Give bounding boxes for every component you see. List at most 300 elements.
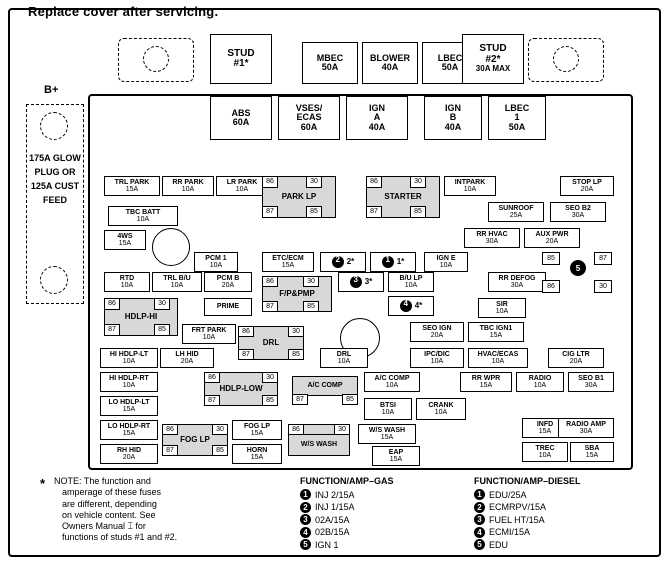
right-mount-hole-icon: [553, 46, 579, 72]
pcmb-label: PCM B: [216, 274, 240, 282]
starred-fuse-2[interactable]: [320, 252, 366, 272]
left-mount-hole-icon: [143, 46, 169, 72]
fp-pin-85: [303, 301, 319, 312]
stud-1-line1: STUD: [227, 47, 255, 59]
ws-wash-relay[interactable]: [288, 434, 350, 456]
frtpark-label: FRT PARK: [191, 326, 227, 334]
ign-b-fuse[interactable]: [424, 96, 482, 140]
stop-lp-fuse[interactable]: [560, 176, 614, 196]
fog-lp-fuse[interactable]: [232, 420, 282, 440]
4ws-label: 4WS: [117, 232, 133, 240]
ac-comp-fuse[interactable]: [364, 372, 420, 392]
hdlplow-pin30-text: 30: [266, 373, 274, 381]
btsi-fuse[interactable]: [364, 398, 412, 420]
foglpfuse-label: FOG LP: [243, 422, 271, 430]
lohdlprt-amp: 15A: [122, 430, 136, 437]
hdlp-hi-label: HDLP-HI: [124, 311, 158, 321]
pin-85-text: 85: [310, 208, 318, 216]
hdlphi-pin-87: [104, 324, 120, 336]
ignb-line2: B: [449, 112, 457, 123]
ign-a-fuse[interactable]: [346, 96, 408, 140]
lohdlplt-amp: 15A: [122, 406, 136, 413]
starred-4-dot: 4: [400, 300, 412, 312]
starred-fuse-4[interactable]: [388, 296, 434, 316]
intpark-label: INTPARK: [454, 178, 486, 186]
starter-pin-85: [410, 206, 426, 218]
fog-lp-relay-label: FOG LP: [180, 434, 210, 444]
starter-pin-86: [366, 176, 382, 188]
fp-pin-86: [262, 276, 278, 287]
hvac-ecas-fuse[interactable]: [468, 348, 528, 368]
right-pin86-text: 86: [547, 282, 555, 290]
park-lp-pin-85: [306, 206, 322, 218]
fp-pin86-text: 86: [266, 277, 274, 285]
seoign-label: SEO IGN: [422, 324, 452, 332]
legend-gas-title: FUNCTION/AMP–GAS: [300, 476, 394, 486]
legend-gas: [300, 476, 450, 552]
right-pin87-text: 87: [599, 254, 607, 262]
starred-3-dot: 3: [350, 276, 362, 288]
ignb-amp: 40A: [444, 121, 462, 132]
b-plus-label: B+: [44, 84, 59, 96]
hi-hdlp-rt-fuse[interactable]: [100, 372, 158, 392]
rrdefog-amp: 30A: [510, 282, 524, 289]
bulp-label: B/U LP: [399, 274, 423, 282]
feed-line-7: FEED: [42, 194, 67, 205]
hihdlprt-label: HI HDLP-RT: [109, 374, 149, 382]
stud-2-block[interactable]: [462, 34, 524, 84]
note-line-6: functions of studs #1 and #2.: [62, 532, 178, 543]
note-line-1: NOTE: The function and: [54, 476, 151, 486]
right-pin30-text: 30: [599, 282, 607, 290]
mbec-label: MBEC: [316, 52, 344, 63]
fp-pin85-text: 85: [307, 302, 315, 310]
lbec50-amp: 50A: [441, 62, 459, 72]
starred-fuse-1[interactable]: [370, 252, 416, 272]
hdlphi-pin86-text: 86: [108, 300, 116, 308]
4ws-fuse[interactable]: [104, 230, 146, 250]
lr-park-fuse[interactable]: [216, 176, 268, 196]
legend-gas-dot-5: 5: [300, 539, 311, 550]
park-lp-label: PARK LP: [281, 191, 317, 201]
radioamp-label: RADIO AMP: [566, 420, 606, 428]
trl-park-fuse[interactable]: [104, 176, 160, 196]
drl-relay-label: DRL: [262, 337, 280, 347]
sunroof-fuse[interactable]: [488, 202, 544, 222]
sba-amp: 15A: [585, 452, 599, 459]
legend-gas-row-5: [300, 539, 450, 550]
hdlp-low-label: HDLP-LOW: [219, 383, 263, 393]
ac-comp-relay-label: A/C COMP: [307, 382, 343, 390]
legend-diesel-text-2: ECMRPV/15A: [489, 502, 547, 512]
hdlphi-pin-86: [104, 298, 120, 310]
trl-park-amp: 15A: [125, 186, 139, 193]
legend-gas-text-5: IGN 1: [315, 539, 339, 550]
lohdlplt-label: LO HDLP-LT: [108, 398, 150, 406]
right-pin-86: [542, 280, 560, 293]
frtpark-amp: 10A: [202, 334, 216, 341]
stop-lp-label: STOP LP: [572, 178, 602, 186]
vses-amp: 60A: [300, 121, 318, 132]
foglp-pin-86: [162, 424, 178, 435]
rtd-fuse[interactable]: [104, 272, 150, 292]
igna-amp: 40A: [368, 121, 386, 132]
page-title: Replace cover after servicing.: [28, 4, 219, 19]
accomp-pin85-text: 85: [346, 395, 354, 403]
pcm-b-fuse[interactable]: [204, 272, 252, 292]
cig-ltr-fuse[interactable]: [548, 348, 604, 368]
crank-fuse[interactable]: [416, 398, 466, 420]
sba-fuse[interactable]: [570, 442, 614, 462]
stop-lp-amp: 20A: [580, 186, 594, 193]
abs-label: ABS: [231, 107, 251, 118]
starter-label: STARTER: [384, 191, 422, 201]
seo-b1-fuse[interactable]: [568, 372, 614, 392]
hdlphi-pin-85: [154, 324, 170, 336]
accomp-pin-85: [342, 394, 358, 405]
pcm-1-fuse[interactable]: [194, 252, 238, 272]
rr-park-fuse[interactable]: [162, 176, 214, 196]
rrwpr-label: RR WPR: [471, 374, 501, 382]
legend-gas-dot-1: 1: [300, 489, 311, 500]
btsi-label: BTSI: [380, 401, 396, 409]
right-pin-30: [594, 280, 612, 293]
trlbu-label: TRL B/U: [163, 274, 191, 282]
hihdlplt-label: HI HDLP-LT: [109, 350, 149, 358]
note-asterisk: *: [40, 476, 46, 491]
etcecm-label: ETC/ECM: [272, 254, 304, 262]
rr-park-label: RR PARK: [172, 178, 204, 186]
seo-b2-fuse[interactable]: [550, 202, 606, 222]
rhhid-amp: 20A: [122, 454, 136, 461]
park-lp-pin-30: [306, 176, 322, 188]
radio-amp-fuse[interactable]: [558, 418, 614, 438]
rr-defog-fuse[interactable]: [488, 272, 546, 292]
trl-park-label: TRL PARK: [114, 178, 150, 186]
rr-wpr-fuse[interactable]: [460, 372, 512, 392]
sir-label: SIR: [496, 300, 508, 308]
hvacecas-label: HVAC/ECAS: [477, 350, 519, 358]
lo-hdlp-lt-fuse[interactable]: [100, 396, 158, 416]
starred-3-label: 3*: [364, 276, 373, 286]
hihdlplt-amp: 10A: [122, 358, 136, 365]
infd-amp: 15A: [538, 428, 552, 435]
prime-label: PRIME: [216, 303, 240, 311]
wswash-amp: 15A: [380, 434, 394, 441]
lr-park-label: LR PARK: [226, 178, 258, 186]
legend-gas-row-1: [300, 489, 450, 500]
foglpfuse-amp: 15A: [250, 430, 264, 437]
lbec1-amp: 50A: [508, 121, 526, 132]
starter-pin-30: [410, 176, 426, 188]
starred-1-label: 1*: [396, 256, 405, 266]
legend-diesel-text-4: ECMI/15A: [489, 527, 531, 537]
seob1-label: SEO B1: [578, 374, 604, 382]
feed-line-3: PLUG: [34, 166, 60, 177]
hi-hdlp-lt-fuse[interactable]: [100, 348, 158, 368]
sunroof-amp: 25A: [509, 212, 523, 219]
vses-line1: VSES/: [295, 102, 323, 113]
tbc-batt-amp: 10A: [136, 216, 150, 223]
legend-diesel-row-2: [474, 502, 644, 513]
sunroof-label: SUNROOF: [498, 204, 534, 212]
right-pin-87: [594, 252, 612, 265]
infd-label: INFD: [536, 420, 554, 428]
lbec1-line1: LBEC: [504, 102, 530, 113]
pin-30-text: 30: [310, 178, 318, 186]
hvacecas-amp: 10A: [491, 358, 505, 365]
legend-diesel-text-1: EDU/25A: [489, 489, 527, 500]
crank-label: CRANK: [428, 401, 454, 409]
hihdlprt-amp: 10A: [122, 382, 136, 389]
lo-hdlp-rt-fuse[interactable]: [100, 420, 158, 440]
hdlphi-pin30-text: 30: [158, 300, 166, 308]
rtd-amp: 10A: [120, 282, 134, 289]
starter-pin87-text: 87: [370, 208, 378, 216]
mbec-amp: 50A: [321, 62, 339, 72]
eap-amp: 15A: [389, 456, 403, 463]
etc-ecm-fuse[interactable]: [262, 252, 314, 272]
prime-fuse[interactable]: [204, 298, 252, 316]
legend-diesel-dot-1: 1: [474, 489, 485, 500]
rhhid-label: RH HID: [116, 446, 142, 454]
park-lp-pin-86: [262, 176, 278, 188]
radio-label: RADIO: [528, 374, 552, 382]
drlfuse-label: DRL: [336, 350, 352, 358]
eap-label: EAP: [388, 448, 404, 456]
vses-ecas-fuse[interactable]: [278, 96, 340, 140]
lhhid-amp: 20A: [180, 358, 194, 365]
legend-gas-text-3: 02A/15A: [315, 514, 350, 525]
legend-diesel-dot-4: 4: [474, 527, 485, 538]
radioamp-amp: 30A: [579, 428, 593, 435]
stud-2-line2: #2*: [485, 53, 501, 65]
ac-comp-relay[interactable]: [292, 376, 358, 396]
tbc-ign1-fuse[interactable]: [468, 322, 524, 342]
rh-hid-fuse[interactable]: [100, 444, 158, 464]
tbcign1-label: TBC IGN1: [479, 324, 513, 332]
note-line-3: are different, depending: [62, 498, 157, 509]
pin-87-text: 87: [266, 208, 274, 216]
drl-pin87-text: 87: [242, 350, 250, 358]
radio-fuse[interactable]: [516, 372, 564, 392]
mbec-fuse[interactable]: [302, 42, 358, 84]
foglp-pin87-text: 87: [166, 446, 174, 454]
legend-gas-row-4: [300, 527, 450, 538]
hdlplow-pin-87: [204, 395, 220, 406]
starred-fuse-3[interactable]: [338, 272, 384, 292]
drl-fuse[interactable]: [320, 348, 368, 368]
hdlplow-pin86-text: 86: [208, 373, 216, 381]
pin-86-text: 86: [266, 178, 274, 186]
seo-b2-label: SEO B2: [565, 204, 591, 212]
starter-pin86-text: 86: [370, 178, 378, 186]
hdlplow-pin-30: [262, 372, 278, 383]
stud-1-line2: #1*: [233, 58, 249, 69]
starred-2-label: 2*: [346, 256, 355, 266]
ign-e-fuse[interactable]: [424, 252, 468, 272]
rrdefog-label: RR DEFOG: [498, 274, 536, 282]
feed-line-1: 175A: [29, 153, 51, 163]
accompfuse-label: A/C COMP: [374, 374, 410, 382]
foglp-pin-30: [212, 424, 228, 435]
hdlplow-pin87-text: 87: [208, 396, 216, 404]
eap-fuse[interactable]: [372, 446, 420, 466]
accompfuse-amp: 10A: [385, 382, 399, 389]
hdlphi-pin-30: [154, 298, 170, 310]
hdlplow-pin-86: [204, 372, 220, 383]
hornfuse-amp: 15A: [250, 454, 264, 461]
btsi-amp: 10A: [381, 409, 395, 416]
glow-plug-feed-label: [26, 152, 84, 208]
horn-pin86-text: 86: [292, 425, 300, 433]
legend-diesel: [474, 476, 644, 552]
hdlplow-pin85-text: 85: [266, 396, 274, 404]
rr-park-amp: 10A: [181, 186, 195, 193]
lhhid-label: LH HID: [175, 350, 199, 358]
sir-fuse[interactable]: [478, 298, 526, 318]
rrhvac-label: RR HVAC: [476, 230, 508, 238]
intpark-fuse[interactable]: [444, 176, 496, 196]
fp-pin-30: [303, 276, 319, 287]
vses-line2: ECAS: [296, 112, 322, 123]
lbec1-line2: 1: [514, 112, 520, 123]
abs-fuse[interactable]: [210, 96, 272, 140]
pcmb-amp: 20A: [221, 282, 235, 289]
hornfuse-label: HORN: [246, 446, 268, 454]
drl-pin-87: [238, 349, 254, 360]
terminal-stud-top-icon: [40, 112, 68, 140]
foglp-pin85-text: 85: [216, 446, 224, 454]
fp-pin-87: [262, 301, 278, 312]
foglp-pin-85: [212, 445, 228, 456]
abs-amp: 60A: [232, 117, 250, 127]
fp-pin30-text: 30: [307, 277, 315, 285]
legend-gas-dot-3: 3: [300, 514, 311, 525]
ws-wash-fuse[interactable]: [358, 424, 416, 444]
legend-diesel-row-4: [474, 527, 644, 538]
legend-diesel-dot-5: 5: [474, 539, 485, 550]
seoign-amp: 20A: [430, 332, 444, 339]
note-line-4: on vehicle content. See: [62, 509, 156, 520]
igne-label: IGN E: [436, 254, 456, 262]
legend-diesel-text-3: FUEL HT/15A: [489, 514, 545, 525]
drl-pin30-text: 30: [292, 327, 300, 335]
wswash-label: W/S WASH: [368, 426, 406, 434]
fp-pin87-text: 87: [266, 302, 274, 310]
cigltr-amp: 20A: [569, 358, 583, 365]
pcm1-label: PCM 1: [205, 254, 227, 262]
lohdlprt-label: LO HDLP-RT: [107, 422, 151, 430]
stud-2-line3: 30A MAX: [475, 64, 511, 74]
feed-line-2: GLOW: [52, 153, 81, 163]
drl-pin-86: [238, 326, 254, 337]
seo-ign-fuse[interactable]: [410, 322, 464, 342]
sir-amp: 10A: [495, 308, 509, 315]
horn-fuse[interactable]: [232, 444, 282, 464]
lbec50-label: LBEC: [437, 52, 463, 63]
feed-line-5: 125A: [30, 180, 53, 191]
right-pin85-text: 85: [547, 254, 555, 262]
legend-gas-row-2: [300, 502, 450, 513]
trlbu-amp: 10A: [170, 282, 184, 289]
bulp-amp: 10A: [404, 282, 418, 289]
tbc-batt-label: TBC BATT: [125, 208, 161, 216]
rtd-label: RTD: [119, 274, 135, 282]
auxpwr-label: AUX PWR: [535, 230, 569, 238]
lr-park-amp: 10A: [235, 186, 249, 193]
drl-pin-85: [288, 349, 304, 360]
blower-amp: 40A: [381, 62, 399, 72]
tbc-batt-fuse[interactable]: [108, 206, 178, 226]
lbec-1-fuse[interactable]: [488, 96, 546, 140]
rrwpr-amp: 15A: [479, 382, 493, 389]
legend-gas-dot-2: 2: [300, 502, 311, 513]
seo-b2-amp: 30A: [571, 212, 585, 219]
frt-park-fuse[interactable]: [182, 324, 236, 344]
drl-pin-30: [288, 326, 304, 337]
legend-diesel-text-5: EDU: [489, 539, 509, 550]
starred-1-dot: 1: [382, 256, 394, 268]
legend-gas-row-3: [300, 514, 450, 525]
ignb-line1: IGN: [444, 102, 461, 113]
accomp-pin-87: [292, 394, 308, 405]
legend-diesel-row-3: [474, 514, 644, 525]
ipcdic-label: IPC/DIC: [424, 350, 450, 358]
starter-pin-87: [366, 206, 382, 218]
foglp-pin86-text: 86: [166, 425, 174, 433]
legend-gas-text-2: INJ 1/15A: [315, 502, 355, 512]
4ws-amp: 15A: [118, 240, 132, 247]
starter-pin85-text: 85: [414, 208, 422, 216]
lh-hid-fuse[interactable]: [160, 348, 214, 368]
legend-diesel-dot-2: 2: [474, 502, 485, 513]
igna-line1: IGN: [368, 102, 385, 113]
terminal-stud-bottom-icon: [40, 266, 68, 294]
hdlphi-pin87-text: 87: [108, 326, 116, 334]
trl-bu-fuse[interactable]: [152, 272, 202, 292]
hdlphi-pin85-text: 85: [158, 326, 166, 334]
intpark-amp: 10A: [463, 186, 477, 193]
legend-diesel-row-5: [474, 539, 644, 550]
trec-amp: 10A: [538, 452, 552, 459]
fp-pmp-label: F/P&PMP: [279, 288, 315, 298]
blower-label: BLOWER: [370, 52, 410, 63]
hdlplow-pin-85: [262, 395, 278, 406]
drl-pin86-text: 86: [242, 327, 250, 335]
rrhvac-amp: 30A: [485, 238, 499, 245]
blank-socket-1: [152, 228, 190, 266]
right-pin-85: [542, 252, 560, 265]
blower-fuse[interactable]: [362, 42, 418, 84]
radio-amp: 10A: [533, 382, 547, 389]
aux-pwr-fuse[interactable]: [524, 228, 580, 248]
horn-pin30-text: 30: [338, 425, 346, 433]
rr-hvac-fuse[interactable]: [464, 228, 520, 248]
legend-diesel-title: FUNCTION/AMP–DIESEL: [474, 476, 581, 486]
igne-amp: 10A: [439, 262, 453, 269]
foglp-pin-87: [162, 445, 178, 456]
note-block: [54, 476, 234, 544]
ipc-dic-fuse[interactable]: [410, 348, 464, 368]
stud-1-block[interactable]: [210, 34, 272, 84]
ipcdic-amp: 10A: [430, 358, 444, 365]
legend-diesel-row-1: [474, 489, 644, 500]
legend-gas-text-1: INJ 2/15A: [315, 489, 355, 500]
stud-2-line1: STUD: [479, 43, 507, 55]
bu-lp-fuse[interactable]: [388, 272, 434, 292]
trec-fuse[interactable]: [522, 442, 568, 462]
